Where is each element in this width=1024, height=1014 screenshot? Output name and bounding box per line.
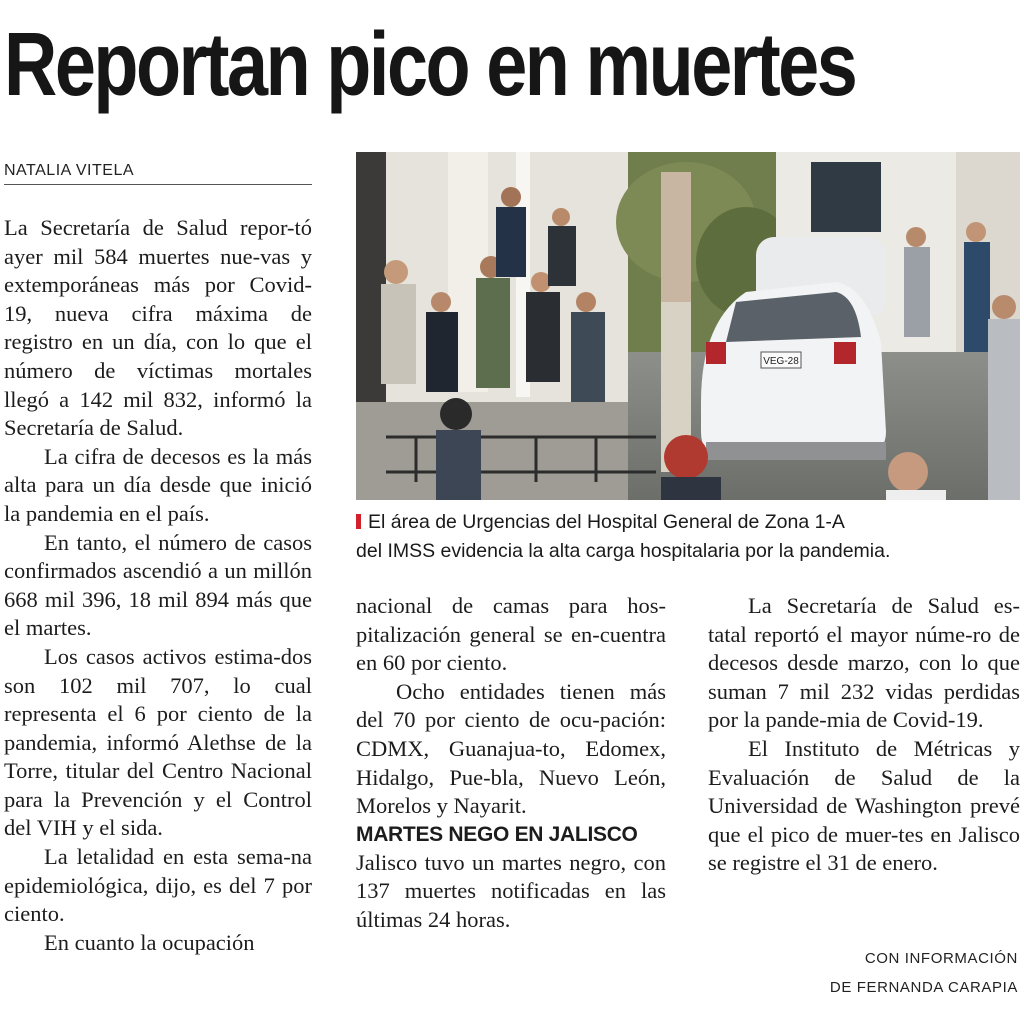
paragraph: El Instituto de Métricas y Evaluación de Salud de la Universidad de Washington prevé que el pico de muer-tes en Jalisco se registre el 31 de enero. — [708, 735, 1020, 876]
credit-line-2: DE FERNANDA CARAPIA — [829, 979, 1018, 996]
paragraph: Los casos activos estima-dos son 102 mil 707, lo cual representa el 6 por ciento de la pandemia, informó Alethse de la Torre, titular del Centro Nacional para la Prevención y el Control del VIH y el sida. — [4, 643, 312, 841]
subheading: MARTES NEGO EN JALISCO — [356, 822, 638, 846]
paragraph: La cifra de decesos es la más alta para un día desde que inició la pandemia en el país. — [4, 443, 312, 526]
news-photo — [356, 152, 1020, 500]
hospital-emergency-photo-icon — [356, 152, 1020, 500]
paragraph: La Secretaría de Salud es-tatal reportó el mayor núme-ro de decesos desde marzo, con lo que suman 7 mil 232 vidas perdidas por la pande-mia de Covid-19. — [708, 593, 1020, 733]
paragraph: Jalisco tuvo un martes negro, con 137 muertes notificadas en las últimas 24 horas. — [356, 849, 666, 932]
paragraph: nacional de camas para hos-pitalización general se en-cuentra en 60 por ciento. — [356, 593, 666, 676]
byline: NATALIA VITELA — [4, 162, 312, 185]
credit-line-1: CON INFORMACIÓN — [864, 950, 1018, 967]
caption-text-1: El área de Urgencias del Hospital General de Zona 1-A — [368, 511, 845, 533]
caption-marker-icon — [356, 514, 361, 529]
paragraph: Ocho entidades tienen más del 70 por ciento de ocu-pación: CDMX, Guanajua-to, Edomex, Hidalgo, Pue-bla, Nuevo León, Morelos y Nayarit. — [356, 678, 666, 819]
headline: Reportan pico en muertes — [4, 15, 856, 115]
caption-line-1 — [356, 508, 1020, 537]
article-column-2 — [356, 592, 666, 935]
photo-caption — [356, 508, 1020, 566]
paragraph: La Secretaría de Salud repor-tó ayer mil 584 muertes nue-vas y extemporáneas más por Covid-19, nueva cifra máxima de registro en un día, con lo que el número de víctimas mortales llegó a 142 mil 832, informó la Secretaría de Salud. — [4, 215, 312, 441]
credit-note — [830, 944, 1018, 1002]
paragraph: En cuanto la ocupación — [44, 929, 255, 955]
article-column-1 — [4, 214, 312, 957]
paragraph: En tanto, el número de casos confirmados ascendió a un millón 668 mil 396, 18 mil 894 más que el martes. — [4, 529, 312, 641]
paragraph: La letalidad en esta sema-na epidemiológica, dijo, es del 7 por ciento. — [4, 844, 312, 927]
caption-text-2: del IMSS evidencia la alta carga hospitalaria por la pandemia. — [356, 540, 891, 562]
article-column-3 — [708, 592, 1020, 878]
license-plate: VEG-28 — [763, 356, 799, 367]
